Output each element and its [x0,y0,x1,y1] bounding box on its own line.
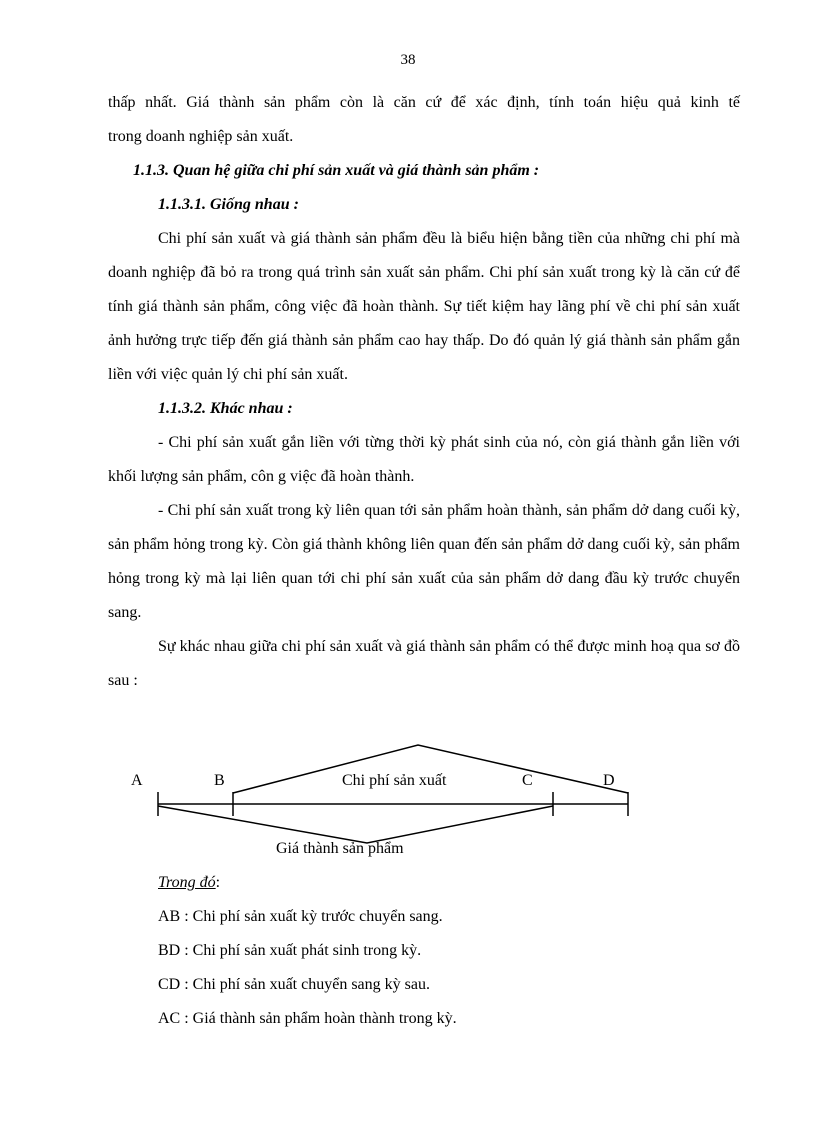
legend-item-cd: CD : Chi phí sản xuất chuyển sang kỳ sau. [158,976,430,993]
label-c: C [522,772,533,789]
legend-title: Trong đó [158,874,216,891]
legend-title-colon: : [215,874,221,891]
paragraph-difference-2: - Chi phí sản xuất trong kỳ liên quan tới sản phẩm hoàn thành, sản phẩm dở dang cuối kỳ, sản phẩm hỏng trong kỳ. Còn giá thành không liên quan đến sản phẩm dở dang cuối kỳ, sản phẩm hỏng trong kỳ mà lại liên quan tới chi phí sản xuất của sản phẩm dở dang đầu kỳ trước chuyển sang. [108,502,740,621]
paragraph-continuation-line1: thấp nhất. Giá thành sản phẩm còn là căn cứ để xác định, tính toán hiệu quả kinh tế [108,94,740,111]
lower-bracket-product-cost [158,806,553,843]
section-heading-1-1-3-2: 1.1.3.2. Khác nhau : [158,400,293,417]
legend-item-ab: AB : Chi phí sản xuất kỳ trước chuyển sang. [158,908,443,925]
page-number: 38 [400,52,416,68]
diagram-legend [158,866,718,1036]
label-b: B [214,772,225,789]
label-a: A [131,772,143,789]
paragraph-continuation-line2: trong doanh nghiệp sản xuất. [108,128,294,145]
section-heading-1-1-3-1: 1.1.3.1. Giống nhau : [158,196,299,213]
label-product-cost: Giá thành sản phẩm [276,840,404,857]
legend-item-bd: BD : Chi phí sản xuất phát sinh trong kỳ. [158,942,422,959]
paragraph-diagram-intro: Sự khác nhau giữa chi phí sản xuất và giá thành sản phẩm có thể được minh hoạ qua sơ đồ sau : [108,638,740,689]
legend-title-line [158,866,718,900]
legend-item-ac: AC : Giá thành sản phẩm hoàn thành trong kỳ. [158,1010,457,1027]
label-d: D [603,772,615,789]
paragraph-similarities: Chi phí sản xuất và giá thành sản phẩm đều là biểu hiện bằng tiền của những chi phí mà doanh nghiệp đã bỏ ra trong quá trình sản xuất sản phẩm. Chi phí sản xuất trong kỳ là căn cứ để tính giá thành sản phẩm, công việc đã hoàn thành. Sự tiết kiệm hay lãng phí về chi phí sản xuất ảnh hưởng trực tiếp đến giá thành sản phẩm cao hay thấp. Do đó quản lý giá thành sản phẩm gắn liền với việc quản lý chi phí sản xuất. [108,230,740,383]
label-production-cost: Chi phí sản xuất [342,772,447,789]
paragraph-difference-1: - Chi phí sản xuất gắn liền với từng thời kỳ phát sinh của nó, còn giá thành gắn liền với khối lượng sản phẩm, côn g việc đã hoàn thành. [108,434,740,485]
section-heading-1-1-3: 1.1.3. Quan hệ giữa chi phí sản xuất và giá thành sản phẩm : [133,162,540,179]
